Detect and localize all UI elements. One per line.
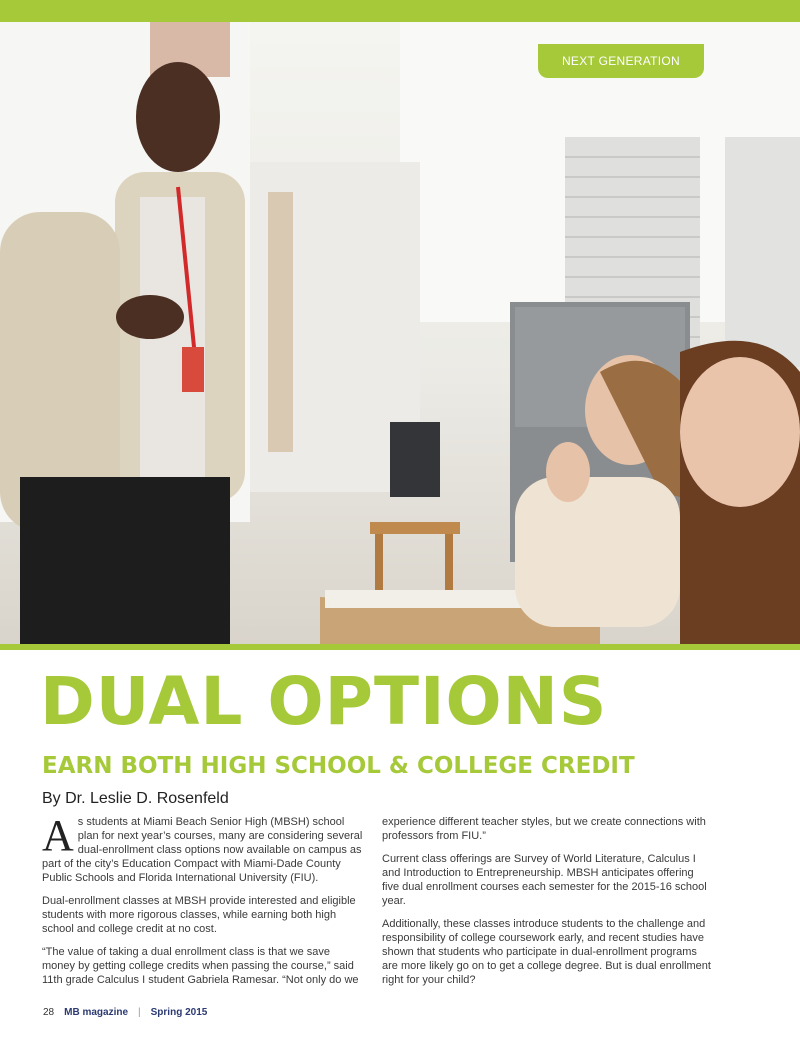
page-footer — [43, 1007, 207, 1018]
paragraph: Dual-enrollment classes at MBSH provide interested and eligible students with more rigorous classes, while earning both high school and college credit at no cost. — [42, 895, 356, 935]
paragraph: experience different teacher styles, but we create connections with professors from FIU.” — [382, 816, 706, 842]
issue-label: Spring 2015 — [150, 1007, 208, 1018]
paragraph: Additionally, these classes introduce students to the challenge and responsibility of college coursework early, and recent studies have shown that students who participate in dual-enrollment programs are more likely go on to get a college degree. But is dual enrollment right for your child? — [382, 918, 711, 986]
dropcap: A — [42, 811, 74, 860]
top-accent-bar — [0, 0, 800, 22]
page-number: 28 — [43, 1007, 55, 1018]
paragraph — [42, 811, 364, 885]
article-subheadline: EARN BOTH HIGH SCHOOL & COLLEGE CREDIT — [42, 753, 635, 779]
photo-divider-bar — [0, 644, 800, 650]
classroom-photo — [0, 22, 800, 644]
section-label: NEXT GENERATION — [538, 44, 704, 78]
publication-name: MB magazine — [64, 1007, 129, 1018]
footer-separator: | — [138, 1007, 141, 1018]
article-byline: By Dr. Leslie D. Rosenfeld — [42, 790, 229, 807]
paragraph: “The value of taking a dual enrollment class is that we save money by getting college credits when passing the course,” said 11th grade Calculus I student Gabriela Ramesar. “Not only do we — [42, 946, 359, 986]
article-column-right — [382, 815, 712, 996]
paragraph: Current class offerings are Survey of World Literature, Calculus I and Introduction to Entrepreneurship. MBSH anticipates offering five dual enrollment courses each semester for the 2015-16 school year. — [382, 853, 707, 907]
paragraph-text: s students at Miami Beach Senior High (MBSH) school plan for next year’s courses, many are considering several dual-enrollment class options now available on campus as part of the city’s Education Compact with Miami-Dade County Public Schools and Florida International University (FIU). — [42, 816, 363, 884]
article-headline: DUAL OPTIONS — [40, 663, 608, 740]
article-column-left — [42, 811, 364, 996]
